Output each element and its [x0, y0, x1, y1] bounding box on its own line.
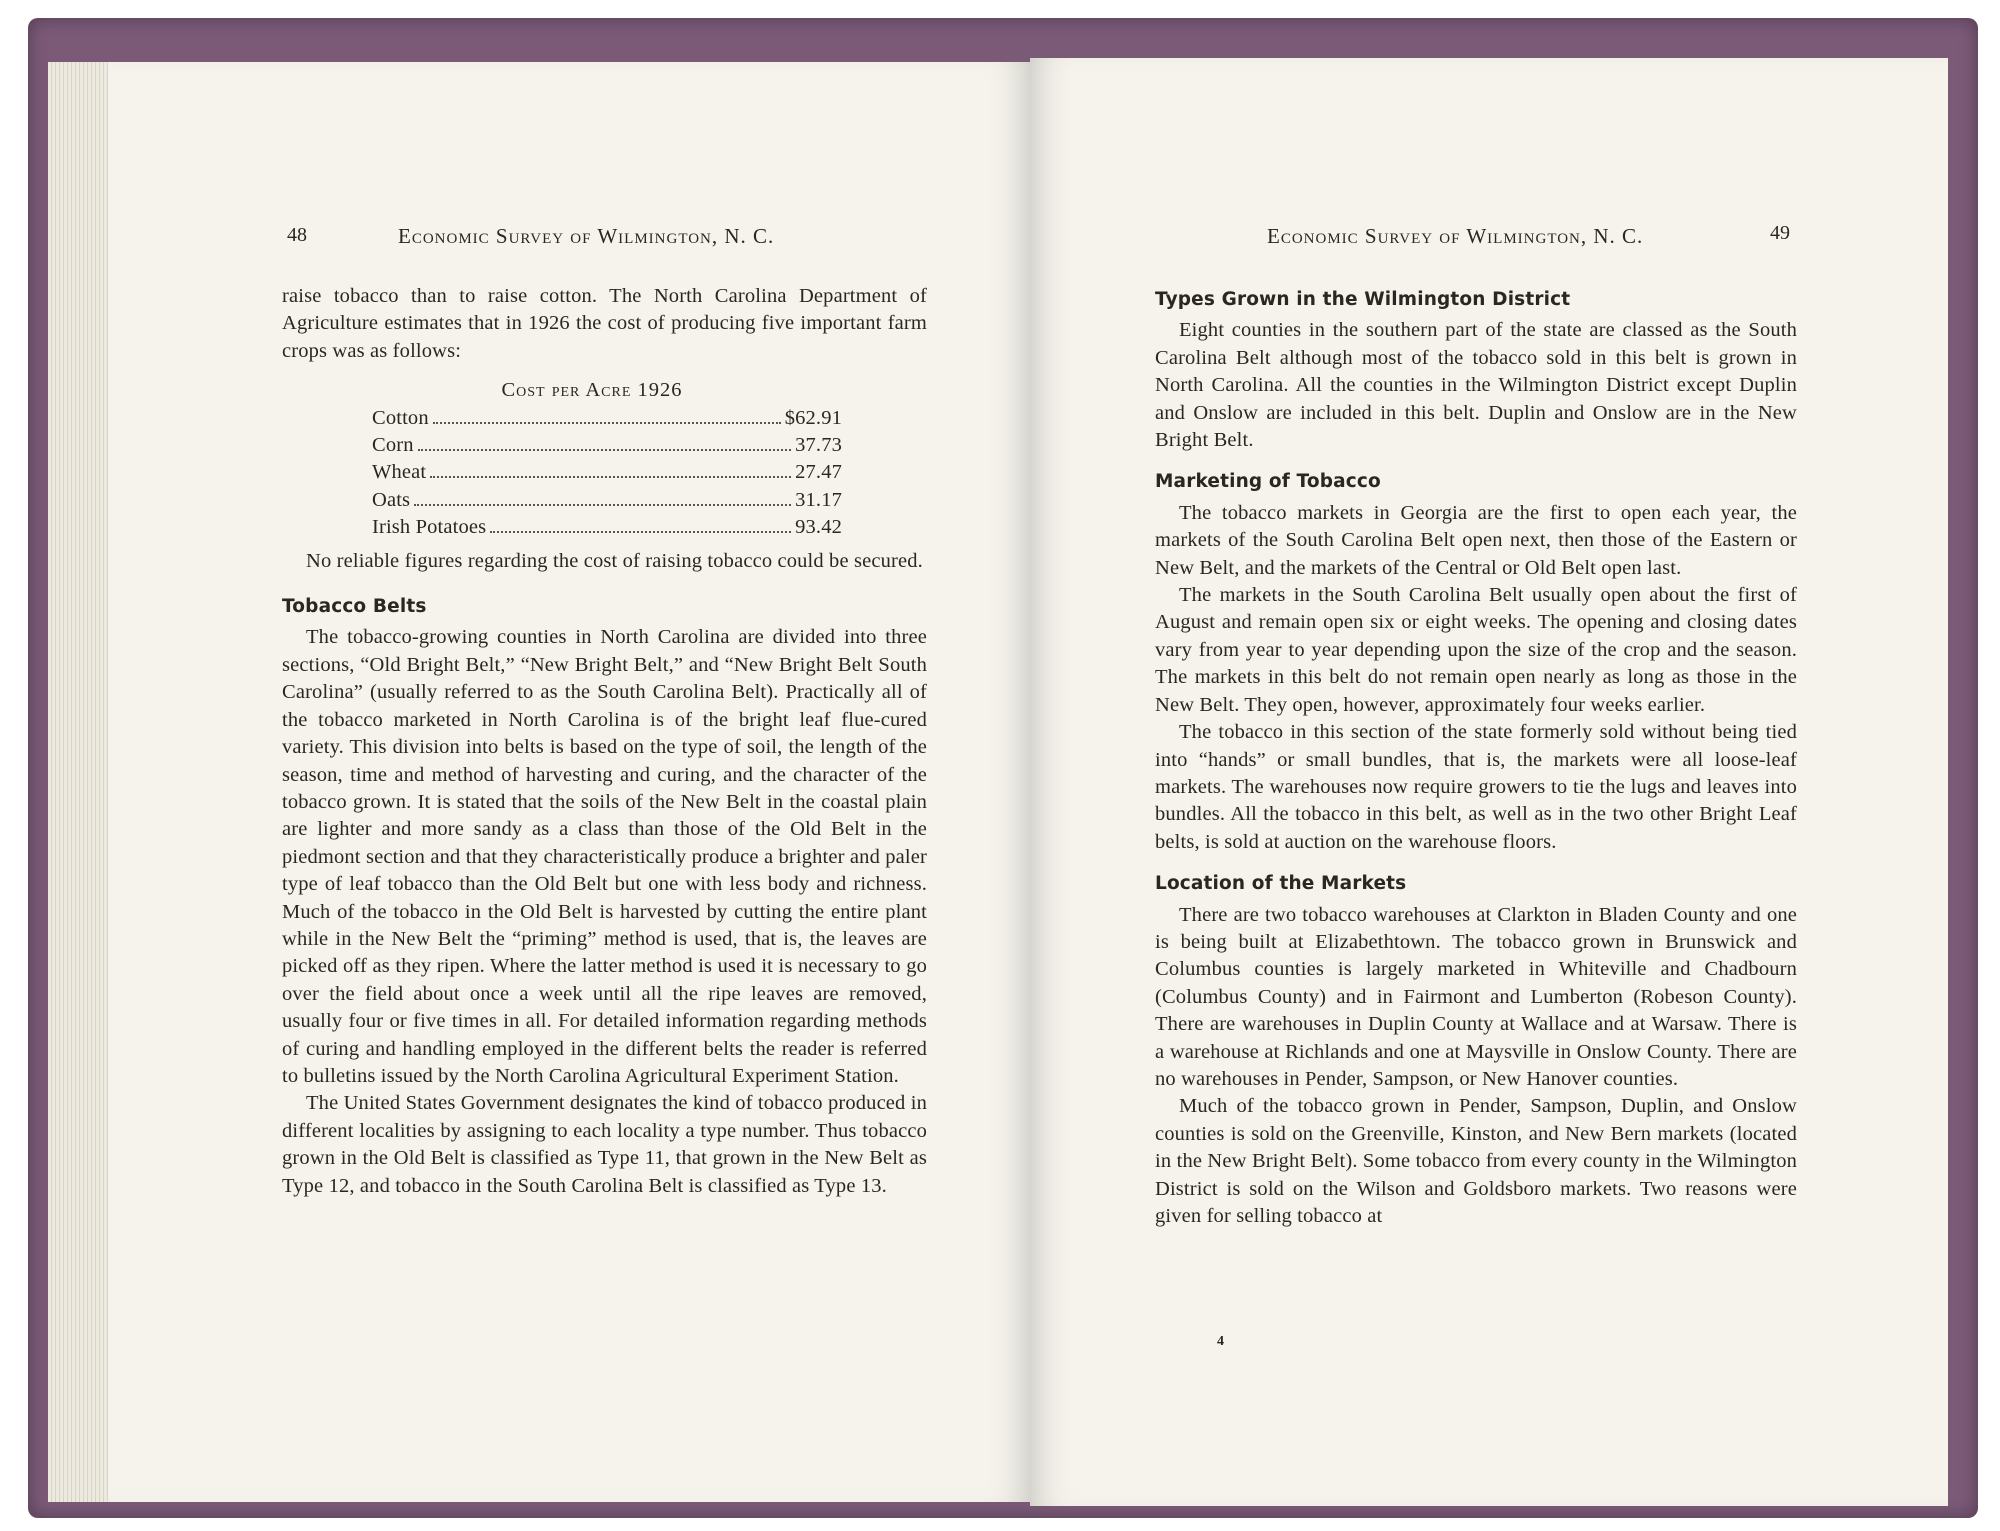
row-item: Wheat: [372, 461, 427, 484]
row-item: Irish Potatoes: [372, 516, 487, 539]
page-edges: [48, 62, 108, 1502]
paragraph: Eight counties in the southern part of the state are classed as the South Carolina Belt although most of the tobacco sold in this belt is grown in North Carolina. All the counties in the Wilmington District except Duplin and Onslow are included in this belt. Duplin and Onslow are in the New Bright Belt.: [1155, 319, 1797, 452]
paragraph: The United States Government designates the kind of tobacco produced in different localities by assigning to each locality a type number. Thus tobacco grown in the Old Belt is classified as Type 11, that grown in the New Belt as Type 12, and tobacco in the South Carolina Belt is classified as Type 13.: [282, 1092, 927, 1197]
row-item: Cotton: [372, 406, 429, 429]
row-value: 93.42: [795, 516, 842, 539]
left-running-head: Economic Survey of Wilmington, N. C.: [398, 224, 775, 248]
paragraph: The markets in the South Carolina Belt usually open about the first of August and remain open six or eight weeks. The opening and closing dates vary from year to year depending upon the size of the crop and the season. The markets in this belt do not remain open nearly as long as those in the New Belt. They open, however, approximately four weeks earlier.: [1155, 584, 1797, 716]
right-page-number: 49: [1770, 222, 1790, 244]
table-row: [372, 487, 842, 514]
section-heading: Types Grown in the Wilmington District: [1155, 289, 1571, 310]
row-item: Oats: [372, 488, 411, 511]
table-row: [372, 514, 842, 541]
paragraph: There are two tobacco warehouses at Clarkton in Bladen County and one is being built at Elizabethtown. The tobacco grown in Brunswick and Columbus counties is largely marketed in Whiteville and Chadbourn (Columbus County) and in Fairmont and Lumberton (Robeson County). There are warehouses in Duplin County at Wallace and at Warsaw. There is a warehouse at Richlands and one at Maysville in Onslow County. There are no warehouses in Pender, Sampson, or New Hanover counties.: [1155, 903, 1797, 1090]
row-value: 31.17: [795, 488, 842, 511]
signature-mark: 4: [1217, 1334, 1224, 1349]
row-item: Corn: [372, 434, 414, 457]
left-text-block: [282, 283, 927, 1200]
row-value: 27.47: [795, 461, 842, 484]
row-value: $62.91: [784, 406, 842, 429]
right-text-block: [1155, 278, 1797, 1230]
paragraph: Much of the tobacco grown in Pender, Sampson, Duplin, and Onslow counties is sold on the Greenville, Kinston, and New Bern markets (located in the New Bright Belt). Some tobacco from every county in the Wilmington District is sold on the Wilson and Goldsboro markets. Two reasons were given for selling tobacco at: [1155, 1095, 1797, 1227]
paragraph: The tobacco in this section of the state formerly sold without being tied into “hands” or small bundles, that is, the markets were all loose-leaf markets. The warehouses now require growers to tie the lugs and leaves into bundles. All the tobacco in this belt, as well as in the two other Bright Leaf belts, is sold at auction on the warehouse floors.: [1155, 721, 1797, 853]
section-heading: Marketing of Tobacco: [1155, 471, 1381, 493]
table-row: [372, 459, 842, 486]
left-page-number: 48: [287, 224, 307, 246]
intro-paragraph: raise tobacco than to raise cotton. The North Carolina Department of Agriculture estimates that in 1926 the cost of producing five important farm crops was as follows:: [282, 285, 927, 362]
section-heading: Location of the Markets: [1155, 873, 1407, 895]
after-table-paragraph: No reliable figures regarding the cost of raising tobacco could be secured.: [306, 549, 923, 572]
paragraph: The tobacco-growing counties in North Carolina are divided into three sections, “Old Bright Belt,” “New Bright Belt,” and “New Bright Belt South Carolina” (usually referred to as the South Carolina Belt). Practically all of the tobacco marketed in North Carolina is of the bright leaf flue-cured variety. This division into belts is based on the type of soil, the length of the season, time and method of harvesting and curing, and the character of the tobacco grown. It is stated that the soils of the New Belt in the coastal plain are lighter and more sandy as a class than those of the Old Belt in the piedmont section and that they characteristically produce a brighter and paler type of leaf tobacco than the Old Belt but one with less body and richness. Much of the tobacco in the Old Belt is harvested by cutting the entire plant while in the New Belt the “priming” method is used, that is, the leaves are picked off as they ripen. Where the latter method is used it is necessary to go over the field about once a week until all the ripe leaves are removed, usually four or five times in all. For detailed information regarding methods of curing and handling employed in the different belts the reader is referred to bulletins issued by the North Carolina Agricultural Experiment Station.: [282, 626, 927, 1087]
right-running-head: Economic Survey of Wilmington, N. C.: [1267, 224, 1644, 248]
row-value: 37.73: [795, 434, 842, 457]
section-heading: Tobacco Belts: [282, 596, 427, 618]
table-row: [372, 405, 842, 432]
table-row: [372, 432, 842, 459]
cost-table-title: Cost per Acre 1926: [501, 379, 683, 402]
cost-table: [372, 377, 842, 541]
paragraph: The tobacco markets in Georgia are the first to open each year, the markets of the South Carolina Belt open next, then those of the Eastern or New Belt, and the markets of the Central or Old Belt open last.: [1155, 501, 1797, 579]
